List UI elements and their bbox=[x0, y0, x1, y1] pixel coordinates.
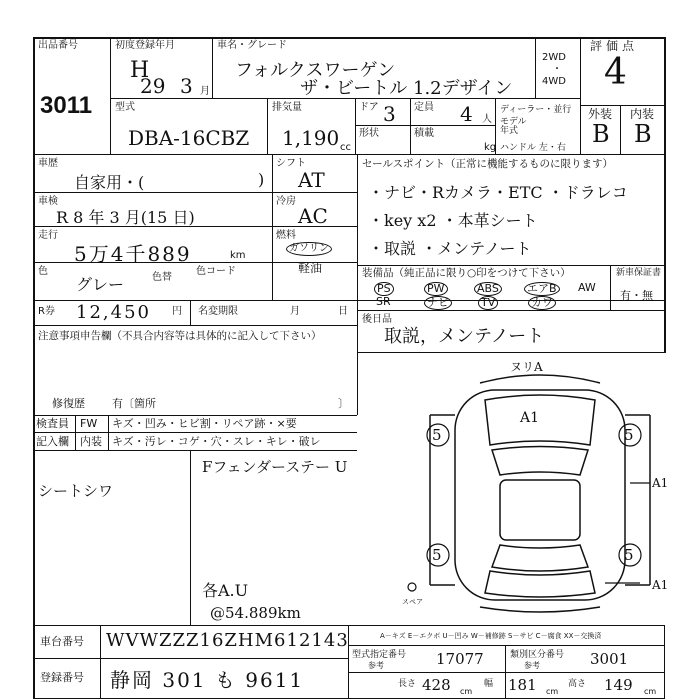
spare-label: スペア bbox=[402, 598, 423, 606]
height-value: 149 bbox=[604, 676, 633, 694]
remark-seat: シートシワ bbox=[38, 482, 114, 500]
after-value: 取説，メンテノート bbox=[384, 326, 545, 347]
model-label: 型式 bbox=[115, 102, 135, 113]
inspector-row1-text: キズ・凹み・ヒビ割・リペア跡・×要 bbox=[112, 417, 297, 430]
damage-legend: A－キズ E－エクボ U－凹み W－補修跡 S－サビ C－腐食 XX－交換済 bbox=[380, 632, 602, 640]
grade-value: 4 bbox=[604, 52, 627, 93]
sales-point-line1: ・ナビ・Rカメラ・ETC ・ドラレコ bbox=[368, 183, 628, 202]
drive-4wd: 4WD bbox=[542, 76, 566, 87]
shape-label: 形状 bbox=[359, 128, 379, 139]
roof bbox=[500, 480, 580, 540]
sales-point-line3: ・取説 ・メンテノート bbox=[368, 239, 532, 258]
category-label: 類別区分番号 bbox=[510, 650, 565, 660]
registration-year: 29 bbox=[140, 74, 166, 98]
car-name-line1: フォルクスワーゲン bbox=[235, 60, 396, 81]
windshield bbox=[492, 447, 588, 476]
diagram-right-label: A1 bbox=[652, 476, 669, 490]
remark-each: 各A.U bbox=[202, 581, 249, 600]
inspector-row1-key: FW bbox=[80, 417, 98, 430]
repair-value: 有〔箇所 bbox=[112, 397, 156, 410]
exterior-value: B bbox=[592, 120, 610, 148]
doors-label: ドア bbox=[359, 102, 379, 113]
after-label: 後日品 bbox=[362, 314, 392, 325]
mileage-label: 走行 bbox=[38, 230, 58, 241]
color-value: グレー bbox=[76, 275, 125, 294]
capacity-value: 4 bbox=[460, 102, 473, 126]
diagram-hood-label: A1 bbox=[520, 410, 540, 426]
type-cert-label: 型式指定番号 bbox=[352, 650, 407, 660]
history-value: 自家用・( bbox=[74, 173, 145, 192]
displacement-label: 排気量 bbox=[272, 102, 302, 113]
history-close: ) bbox=[258, 170, 265, 189]
equip-abs: ABS bbox=[474, 282, 502, 296]
inspector-label1: 検査員 bbox=[36, 417, 69, 430]
tire-rear-left-value: 5 bbox=[432, 546, 442, 564]
inspector-label2: 記入欄 bbox=[36, 435, 69, 448]
inspector-row2-key: 内装 bbox=[80, 435, 102, 448]
mileage-unit: km bbox=[230, 250, 246, 261]
tire-front-left-value: 5 bbox=[432, 426, 442, 444]
equipment-label: 装備品（純正品に限り○印をつけて下さい） bbox=[362, 267, 571, 279]
tire-front-right-value: 5 bbox=[624, 426, 634, 444]
mileage-value: 5万4千889 bbox=[74, 242, 192, 266]
chassis-label: 車台番号 bbox=[40, 635, 84, 648]
height-unit: cm bbox=[644, 687, 657, 696]
car-body-outline bbox=[455, 390, 625, 600]
fuel-gas: ガソリン bbox=[286, 242, 332, 256]
sales-points-label: セールスポイント（正常に機能するものに限ります） bbox=[362, 158, 614, 170]
ac-value: AC bbox=[298, 204, 328, 228]
recycle-unit: 円 bbox=[172, 306, 182, 317]
tire-rear-right-value: 5 bbox=[624, 546, 634, 564]
interior-value: B bbox=[634, 120, 652, 148]
grade-label: 評価点 bbox=[590, 39, 639, 53]
lot-number-label: 出品番号 bbox=[38, 40, 78, 51]
name-change-month: 月 bbox=[290, 306, 300, 317]
load-label: 積載 bbox=[414, 128, 434, 139]
category-value: 3001 bbox=[590, 650, 629, 668]
displacement-unit: cc bbox=[340, 142, 351, 153]
shift-value: AT bbox=[298, 168, 325, 192]
model-value: DBA-16CBZ bbox=[128, 126, 250, 150]
history-label: 車歴 bbox=[38, 158, 58, 169]
repair-close: 〕 bbox=[338, 397, 349, 410]
color-change-label: 色替 bbox=[152, 272, 172, 283]
equip-navi: ナビ bbox=[424, 296, 452, 310]
height-label: 高さ bbox=[568, 679, 587, 689]
exterior-label: 外装 bbox=[588, 107, 613, 121]
fuel-label: 燃料 bbox=[276, 230, 296, 241]
displacement-value: 1,190 bbox=[282, 126, 340, 150]
equip-ps: PS bbox=[374, 282, 394, 296]
length-value: 428 bbox=[422, 676, 451, 694]
sales-point-line2: ・key x2 ・本革シート bbox=[368, 211, 538, 230]
length-label: 長さ bbox=[398, 679, 417, 689]
capacity-label: 定員 bbox=[414, 102, 434, 113]
interior-label: 内装 bbox=[630, 107, 655, 121]
lot-number: 3011 bbox=[40, 92, 93, 119]
category-sub: 参考 bbox=[524, 661, 540, 670]
name-change-label: 名変期限 bbox=[198, 306, 238, 317]
drive-2wd: 2WD bbox=[542, 52, 566, 63]
diagram-right-label2: A1 bbox=[652, 578, 669, 592]
diagram-top-label: ヌリA bbox=[510, 360, 543, 374]
color-code-label: 色コード bbox=[196, 266, 236, 277]
length-unit: cm bbox=[460, 687, 473, 696]
warranty-label: 新車保証書 bbox=[616, 268, 662, 278]
month-unit: 月 bbox=[200, 86, 210, 97]
dealer-label: ディーラー・並行 bbox=[500, 105, 572, 115]
shift-label: シフト bbox=[276, 158, 306, 169]
name-change-day: 日 bbox=[338, 306, 348, 317]
trunk bbox=[485, 571, 595, 597]
equip-airbag: エアB bbox=[524, 282, 560, 296]
caution-label: 注意事項申告欄（不具合内容等は具体的に記入して下さい） bbox=[38, 330, 322, 342]
car-name-label: 車名・グレード bbox=[217, 40, 287, 51]
equip-aw: AW bbox=[578, 281, 596, 294]
plate-label: 登録番号 bbox=[40, 671, 84, 684]
type-cert-value: 17077 bbox=[436, 650, 484, 668]
ac-label: 冷房 bbox=[276, 196, 296, 207]
rear-bumper bbox=[480, 607, 600, 612]
front-bumper bbox=[480, 375, 600, 383]
recycle-label: R券 bbox=[38, 306, 55, 317]
equip-tv: TV bbox=[478, 296, 498, 310]
inspection-value: R 8 年 3 月(15 日) bbox=[56, 208, 195, 227]
equip-leather: カワ bbox=[528, 296, 556, 310]
remark-mileage: @54.889km bbox=[210, 604, 301, 622]
width-value: 181 bbox=[508, 676, 537, 694]
handle-label: ハンドル 左・右 bbox=[500, 143, 566, 153]
inspector-row2-text: キズ・汚レ・コゲ・穴・スレ・キレ・破レ bbox=[112, 435, 321, 448]
registration-era: H bbox=[130, 58, 150, 83]
inspection-label: 車検 bbox=[38, 196, 58, 207]
model-year-label: モデル年式 bbox=[500, 117, 527, 136]
car-name-line2: ザ・ビートル 1.2デザイン bbox=[300, 78, 513, 99]
car-damage-diagram bbox=[400, 355, 680, 620]
warranty-value: 有・無 bbox=[620, 289, 653, 302]
first-registration-label: 初度登録年月 bbox=[115, 40, 175, 51]
chassis-value: WVWZZZ16ZHM612143 bbox=[106, 630, 349, 651]
registration-month: 3 bbox=[180, 74, 193, 98]
spare-tire bbox=[408, 583, 416, 591]
equip-sr: SR bbox=[376, 295, 391, 308]
rear-window bbox=[492, 545, 588, 571]
load-unit: kg bbox=[484, 142, 497, 153]
type-cert-sub: 参考 bbox=[368, 661, 384, 670]
recycle-value: 12,450 bbox=[76, 302, 151, 323]
doors-value: 3 bbox=[383, 102, 396, 126]
plate-value: 静岡 301 も 9611 bbox=[110, 668, 305, 692]
drive-dot: ・ bbox=[552, 64, 562, 75]
width-unit: cm bbox=[546, 687, 559, 696]
color-label: 色 bbox=[38, 266, 48, 277]
remark-fender: Fフェンダーステー U bbox=[202, 458, 348, 476]
repair-label: 修復歴 bbox=[52, 397, 85, 410]
width-label: 幅 bbox=[484, 679, 494, 689]
hood bbox=[485, 395, 595, 445]
fuel-diesel: 軽油 bbox=[298, 261, 323, 275]
equip-pw: PW bbox=[424, 282, 448, 296]
capacity-unit: 人 bbox=[482, 114, 492, 125]
